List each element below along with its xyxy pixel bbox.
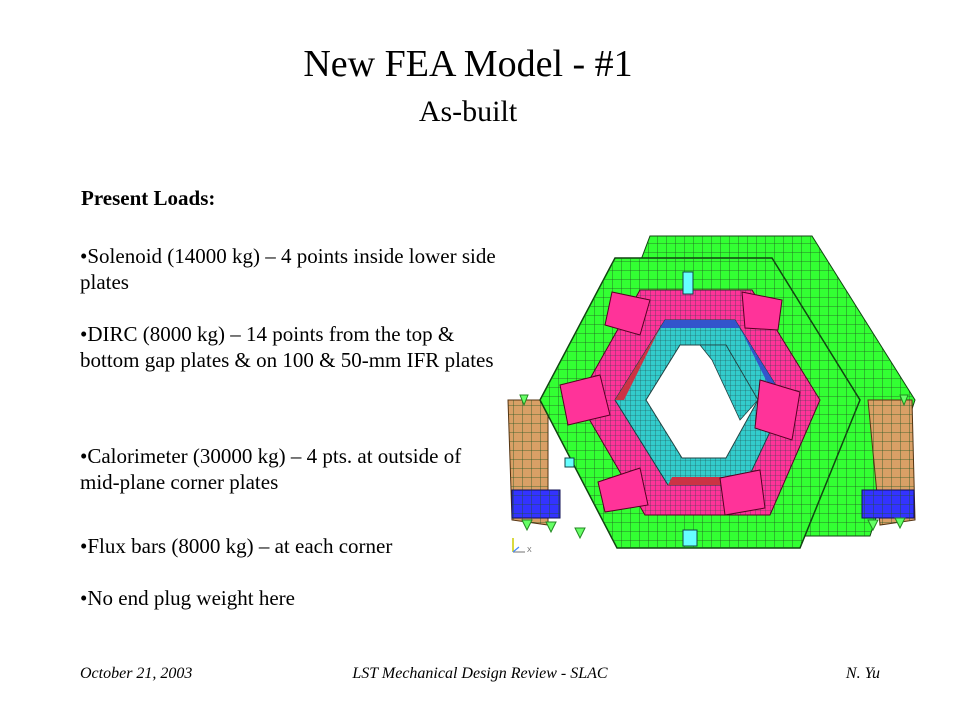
- footer-presentation: LST Mechanical Design Review - SLAC: [352, 665, 608, 682]
- bullet-dirc: • DIRC (8000 kg) – 14 points from the top & bottom gap plates & on 100 & 50-mm IFR plates: [80, 321, 500, 373]
- fea-model-figure: [492, 218, 952, 563]
- axis-triad: [513, 538, 532, 554]
- bullet-solenoid: • Solenoid (14000 kg) – 4 points inside lower side plates: [80, 243, 500, 295]
- slide-title: New FEA Model - #1: [303, 43, 633, 85]
- bullet-calorimeter: • Calorimeter (30000 kg) – 4 pts. at outside of mid-plane corner plates: [80, 443, 500, 495]
- corner-block-bottom-right: [720, 470, 765, 515]
- bullet-flux-bars: • Flux bars (8000 kg) – at each corner: [80, 533, 500, 559]
- footer-date: October 21, 2003: [80, 665, 193, 682]
- marker-bottom: [683, 530, 697, 546]
- marker-top: [683, 272, 693, 294]
- axis-x-label: X: [527, 547, 532, 554]
- section-heading: Present Loads:: [81, 186, 216, 210]
- slide-subtitle: As-built: [418, 95, 518, 128]
- footer-author: N. Yu: [845, 665, 880, 682]
- bullet-end-plug: • No end plug weight here: [80, 585, 500, 611]
